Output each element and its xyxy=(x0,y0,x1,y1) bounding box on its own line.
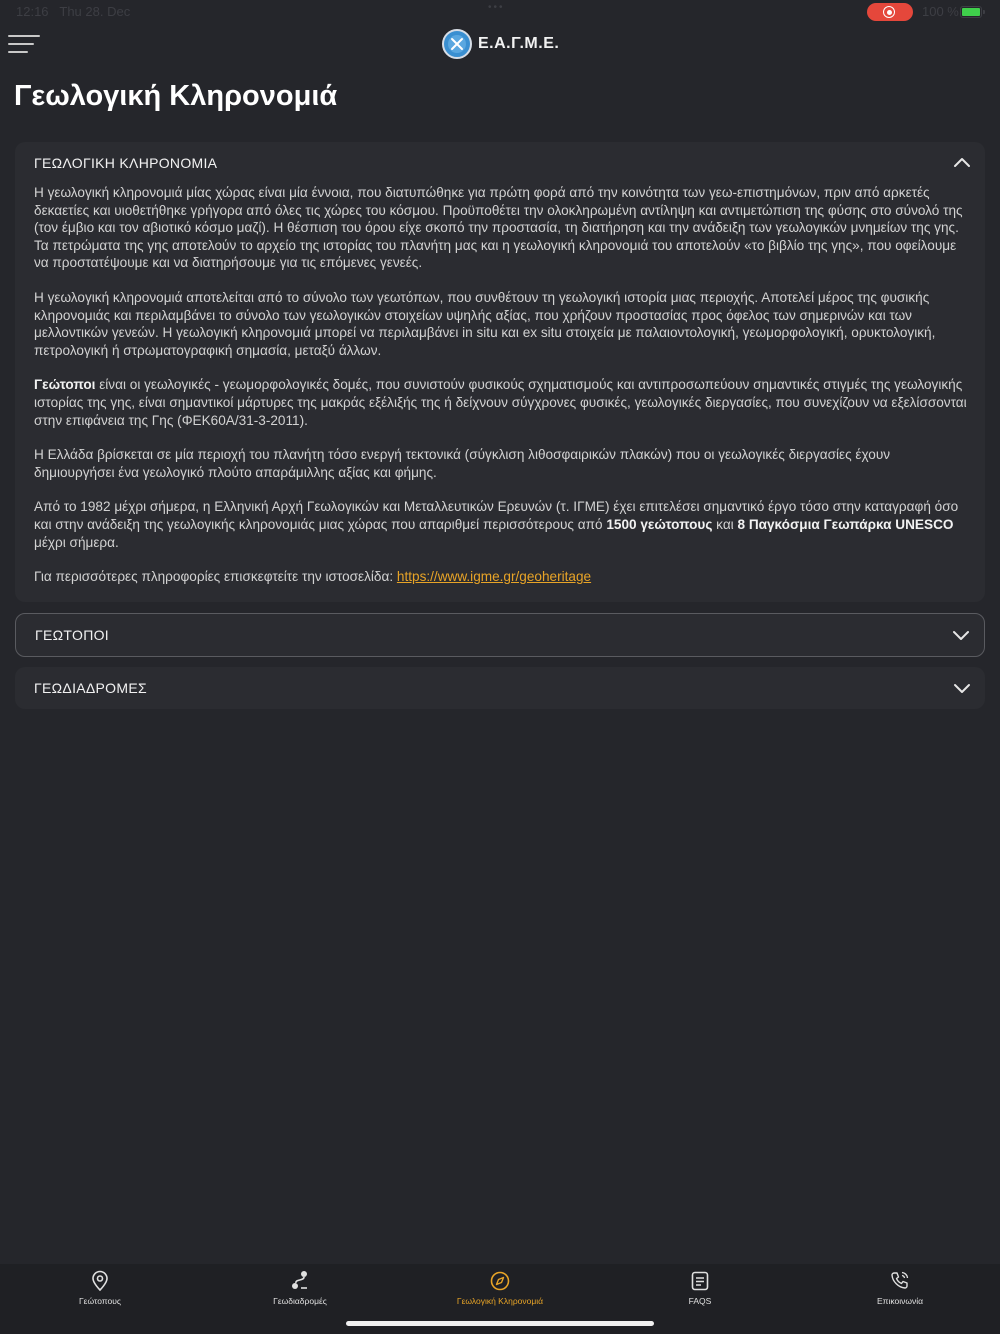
paragraph-more-info: Για περισσότερες πληροφορίες επισκεφτείτε την ιστοσελίδα: https://www.igme.gr/geoheritage xyxy=(34,569,592,585)
hamburger-menu-button[interactable] xyxy=(8,35,42,57)
chevron-down-icon[interactable] xyxy=(952,626,970,644)
accordion-body xyxy=(15,184,985,602)
geoheritage-link[interactable]: https://www.igme.gr/geoheritage xyxy=(396,569,592,585)
bold-unesco-geoparks: 8 Παγκόσμια Γεωπάρκα UNESCO xyxy=(737,516,954,532)
tab-contact[interactable] xyxy=(800,1264,1000,1324)
page-title: Γεωλογική Κληρονομιά xyxy=(14,80,338,112)
chevron-up-icon[interactable] xyxy=(953,154,971,172)
accordion-geotopes xyxy=(15,613,985,657)
accordion-title: ΓΕΩΤΟΠΟΙ xyxy=(35,627,109,643)
paragraph-intro: Η γεωλογική κληρονομιά μίας χώρας είναι μία έννοια, που διατυπώθηκε για πρώτη φορά από την κοινότητα των γεω-επιστημόνων, πριν από αρκετές δεκαετίες και υιοθετήθηκε γρήγορα από όλες τις χώρες του κόσμου. Προϋποθέτει την ολοκληρωμένη αντίληψη και αντιμετώπιση της φύσης στο σύνολό της (τον έμβιο και τον αβιοτικό κόσμο μαζί). Η θέσπιση του όρου είχε σκοπό την προστασία, τη διατήρηση και την ανάδειξη των γεωλογικών μνημείων της γης. Τα πετρώματα της γης αποτελούν το αρχείο της ιστορίας του πλανήτη μας και η γεωλογική κληρονομιά του αποτελούν «το βιβλίο της γης», που οφείλουμε να προστατέψουμε και να διατηρήσουμε για τις επόμενες γενεές. xyxy=(34,185,963,271)
tab-label: Γεωδιαδρομές xyxy=(273,1296,327,1306)
accordion-title: ΓΕΩΔΙΑΔΡΟΜΕΣ xyxy=(34,680,147,696)
app-logo xyxy=(442,28,559,60)
accordion-georoutes xyxy=(15,667,985,709)
phone-icon xyxy=(890,1270,910,1292)
accordion-header-georoutes[interactable] xyxy=(15,667,985,709)
map-pin-icon xyxy=(90,1270,110,1292)
chevron-down-icon[interactable] xyxy=(953,679,971,697)
paragraph-history: Από το 1982 μέχρι σήμερα, η Ελληνική Αρχή Γεωλογικών και Μεταλλευτικών Ερευνών (τ. ΙΓΜΕ) έχει επιτελέσει σημαντικό έργο τόσο στην καταγραφή όσο και στην ανάδειξη της γεωλογικής κληρονομιάς μιας χώρας που απαριθμεί περισσότερους από 1500 γεώτοπους και 8 Παγκόσμια Γεωπάρκα UNESCO μέχρι σήμερα. xyxy=(34,499,959,550)
accordion-header-geological-heritage[interactable] xyxy=(15,142,985,184)
logo-emblem-icon xyxy=(442,29,472,59)
paragraph-composition: Η γεωλογική κληρονομιά αποτελείται από το σύνολο των γεωτόπων, που συνθέτουν τη γεωλογική ιστορία μιας περιοχής. Αποτελεί μέρος της φυσικής κληρονομιάς και περιλαμβάνει το σύνολο των γεωλογικών στοιχείων υψηλής αξίας, που χρήζουν προστασίας προς όφελος των σημερινών και των μελλοντικών γενεών. Η γεωλογική κληρονομιά μπορεί να περιλαμβάνει in situ και ex situ στοιχεία με παλαιοντολογική, γεωμορφολογική, ορυκτολογική, πετρολογική ή στρωματογραφική σημασία, μεταξύ άλλων. xyxy=(34,289,936,358)
accordion-header-geotopes[interactable] xyxy=(16,614,984,656)
status-date: Thu 28. Dec xyxy=(59,4,131,19)
battery-percentage: 100 % xyxy=(922,4,959,19)
paragraph-greece: Η Ελλάδα βρίσκεται σε μία περιοχή του πλανήτη τόσο ενεργή τεκτονικά (σύγκλιση λιθοσφαιρικών πλακών) που οι γεωλογικές διεργασίες έχουν δημιουργήσει ένα γεωλογικό πλούτο απαράμιλλης αξίας και φήμης. xyxy=(34,447,891,480)
logo-text: Ε.Α.Γ.Μ.Ε. xyxy=(478,35,560,52)
document-icon xyxy=(690,1270,710,1292)
battery-icon xyxy=(960,6,982,18)
accordion-title: ΓΕΩΛΟΓΙΚΗ ΚΛΗΡΟΝΟΜΙΑ xyxy=(34,155,218,171)
tab-faqs[interactable] xyxy=(600,1264,800,1324)
status-bar xyxy=(0,0,1000,24)
paragraph-geotopes: Γεώτοποι είναι οι γεωλογικές - γεωμορφολογικές δομές, που συνιστούν φυσικούς σχηματισμούς και αντιπροσωπεύουν σημαντικές στιγμές της γεωλογικής ιστορίας της γης, είναι σημαντικοί μάρτυρες της μακράς εξέλιξής της ή δείχνουν σύγχρονες φυσικές, γεωλογικές διεργασίες, που συνεχίζουν να εξελίσσονται στην επιφάνεια της Γης (ΦΕΚ60Α/31-3-2011). xyxy=(34,377,967,428)
route-icon xyxy=(290,1270,310,1292)
tab-geotopes[interactable] xyxy=(0,1264,200,1324)
tab-label: Γεώτοπους xyxy=(78,1296,122,1306)
accordion-geological-heritage xyxy=(15,142,985,602)
bold-geotope-count: 1500 γεώτοπους xyxy=(606,516,713,532)
multitasking-dots-icon[interactable]: ••• xyxy=(488,2,505,13)
tab-label: FAQS xyxy=(688,1296,712,1306)
tab-label: Γεωλογική Κληρονομιά xyxy=(456,1296,544,1306)
compass-icon xyxy=(490,1270,510,1292)
home-indicator[interactable] xyxy=(346,1321,654,1326)
tab-geological-heritage[interactable] xyxy=(400,1264,600,1324)
tab-label: Επικοινωνία xyxy=(876,1296,924,1306)
screen-recording-indicator[interactable] xyxy=(867,3,913,21)
bold-geotopes: Γεώτοποι xyxy=(34,377,96,393)
tab-georoutes[interactable] xyxy=(200,1264,400,1324)
status-time: 12:16 Thu 28. Dec xyxy=(16,4,131,19)
